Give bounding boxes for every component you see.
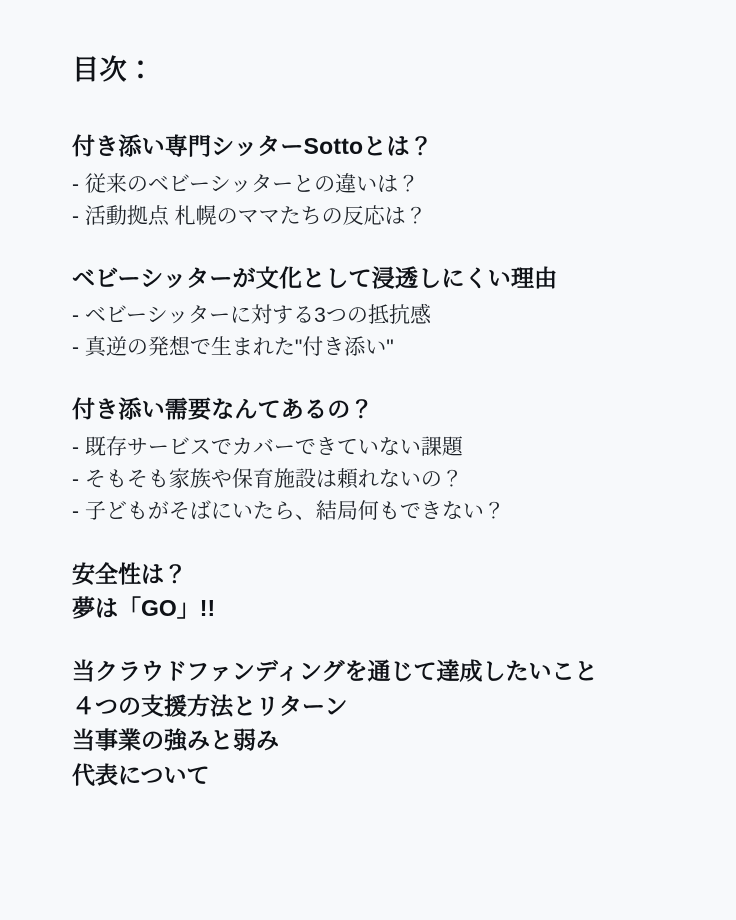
section-item: - 子どもがそばにいたら、結局何もできない？ <box>72 499 505 523</box>
section-item: - そもそも家族や保育施設は頼れないの？ <box>72 467 463 491</box>
page-title: 目次： <box>72 55 155 85</box>
toc-line: 安全性は？ <box>72 560 187 587</box>
toc-line: ４つの支援方法とリターン <box>72 692 348 719</box>
section-item: - 既存サービスでカバーできていない課題 <box>72 435 463 459</box>
section-heading: 付き添い需要なんてあるの？ <box>72 396 374 423</box>
toc-line: 夢は「GO」!! <box>72 595 216 622</box>
toc-section <box>72 131 676 233</box>
toc-line: 当クラウドファンディングを通じて達成したいこと <box>72 657 598 684</box>
toc-section <box>72 263 676 365</box>
section-heading: 付き添い専門シッターSottoとは？ <box>72 133 433 159</box>
section-item: - ベビーシッターに対する3つの抵抗感 <box>72 304 431 328</box>
section-item: - 活動拠点 札幌のママたちの反応は？ <box>72 204 427 228</box>
toc-line: 代表について <box>72 761 210 788</box>
toc-standalone-group <box>72 655 676 792</box>
section-heading: ベビーシッターが文化として浸透しにくい理由 <box>72 264 558 291</box>
toc-section <box>72 394 676 527</box>
toc-standalone-group <box>72 558 676 625</box>
section-item: - 従来のベビーシッターとの違いは？ <box>72 172 420 196</box>
section-item: - 真逆の発想で生まれた"付き添い" <box>72 336 394 360</box>
toc-line: 当事業の強みと弱み <box>72 727 279 754</box>
